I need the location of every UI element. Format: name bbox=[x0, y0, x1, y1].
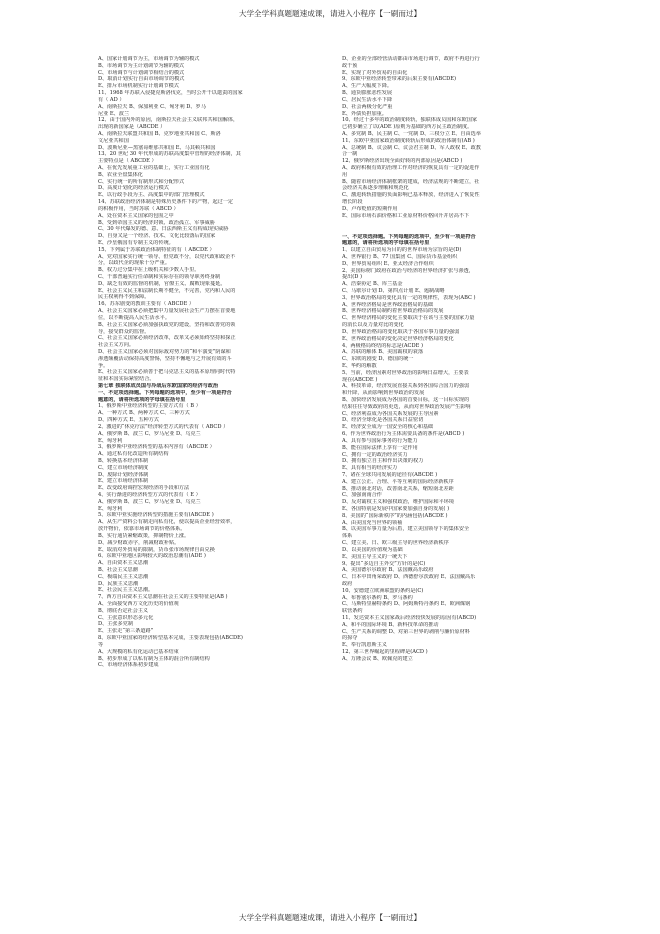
text-line: B、实行通货紧缩政策，抑制物价上涨。 bbox=[98, 532, 190, 539]
text-line: D、社会两极分化严重 bbox=[342, 103, 393, 110]
blank-line bbox=[342, 220, 585, 227]
text-line: E、匈牙利 bbox=[98, 437, 123, 444]
text-line: 1、以建立自由贸易为目的的世界市场为宗旨的是(D) bbox=[342, 247, 462, 254]
text-line: E、沙皇俄国有专制主义的传统。 bbox=[98, 239, 174, 246]
text-line: E、取消对外贸易的限制，货币张市场规律自由兑换 bbox=[98, 546, 215, 553]
text-line: 6、作为世界政治行为主体需要具备的条件是(ABCD ) bbox=[342, 431, 465, 438]
text-line: C、市场经济体系初步建成 bbox=[98, 662, 159, 669]
text-line: 政府 bbox=[342, 580, 353, 587]
text-line: C、居民生活水平下降 bbox=[342, 96, 393, 103]
text-line: B、农业全盘集体化 bbox=[98, 171, 143, 178]
text-line: B、世界经济格局制约着世界政治格局的发展 bbox=[342, 308, 444, 315]
text-line: C、激进转轨措施的负面影响已基本释放，经济进入了恢复性 bbox=[342, 192, 480, 199]
text-line: B、市场调节为主计划调节为辅的模式 bbox=[98, 62, 185, 69]
text-line: E、建立市场经济体制 bbox=[98, 478, 149, 485]
text-line: 等 bbox=[98, 641, 104, 648]
text-line: B、通货膨胀恶性发展 bbox=[342, 90, 393, 97]
text-line: E、社会民主主义思潮。 bbox=[98, 587, 154, 594]
text-line: D、拥有独立自主和作出决策的权力 bbox=[342, 458, 424, 465]
text-line: D、波斯尼亚—黑塞哥维那共和国 E、马其顿共和国 bbox=[98, 144, 216, 151]
text-line: A、自由资本主义思潮 bbox=[98, 560, 148, 567]
text-line: 已初步确立了以(ADE )原则为基础的西方民主政治制度。 bbox=[342, 124, 473, 131]
text-line: 8、美国的“国际新秩序”的内涵包括(ABCDE ) bbox=[342, 512, 448, 519]
text-line: E、主张走“第三条道路” bbox=[98, 628, 154, 635]
text-line: 4、两极格局终结的标志是(ACDE ) bbox=[342, 342, 423, 349]
text-line: A、南斯拉夫 B、保加利亚 C、匈牙利 D、罗马 bbox=[98, 103, 206, 110]
text-line: D、社会主义国家必须对国际敌对势力的“和平演变”阴谋和 bbox=[98, 348, 231, 355]
text-line: A、一种方式 B、两种方式 C、三种方式 bbox=[98, 410, 190, 417]
text-line: B、权力过分集中在上级机关和少数人手里。 bbox=[98, 267, 200, 274]
text-line: C、建立市场经济制度 bbox=[98, 464, 149, 471]
text-line: A、俄罗斯 B、波兰 C、罗马尼亚 D、乌克兰 bbox=[98, 430, 201, 437]
text-line: D、自身又是一个经济、技术、文化比较落后的国家 bbox=[98, 233, 216, 240]
section-heading-line: 一、不定项选择题。下列每题的选项中，至少有一项是符合 bbox=[98, 389, 232, 396]
text-line: 体系 bbox=[342, 533, 353, 540]
text-line: B、转换基本经济体制 bbox=[98, 457, 149, 464]
text-line: B、以美国军事力量为后盾，建立美国领导下的集体安全 bbox=[342, 526, 470, 533]
text-line: A、政府积极有效的治理工作对经济的恢复具有一定的促进作 bbox=[342, 165, 480, 171]
text-line: A、俄罗斯 B、波兰 C、罗马尼亚 D、乌克兰 bbox=[98, 498, 201, 505]
text-line: C、市场调节与计划调节相结合的模式 bbox=[98, 69, 185, 76]
text-line: 2、激进的“休克疗法”经济转型方式的代表有（ ABCD ） bbox=[98, 423, 229, 430]
text-line: 2、美国标榜门政府在政治与经济的世界经济扩张与渗透， bbox=[342, 267, 474, 274]
text-line: 争。 bbox=[98, 362, 109, 369]
text-line: 联营条约 bbox=[342, 608, 363, 615]
text-line: D、民族主义思潮 bbox=[98, 580, 139, 587]
text-line: 主要特点是（ ABCDE ） bbox=[98, 158, 157, 165]
text-line: A、在优先发展重工业的基础上，实行工业国有化 bbox=[98, 165, 210, 171]
text-line: A、南斯拉夫联盟共和国 B、克罗地亚共和国 C、斯洛 bbox=[98, 130, 221, 137]
text-line: 政干预 bbox=[342, 62, 358, 69]
text-line: E、实现了对外贸易的自由化 bbox=[342, 69, 408, 76]
text-line: 文尼亚共和国 bbox=[98, 137, 129, 144]
text-line: 用 bbox=[342, 171, 348, 178]
text-line: E、社会主义民主和法制长期不健全，不完善，党内和人民的 bbox=[98, 287, 236, 294]
text-line: 4、实行渐进的经济转型方式的代表有（ E ） bbox=[98, 492, 201, 498]
text-line: C、生产关系的调整 D、对第三世界的剥削与廉价原材料 bbox=[342, 628, 470, 635]
text-line: A、世界银行 B、77 国集团 C、国际货币基金组织 bbox=[342, 253, 458, 260]
text-line: B、初步形成了以私有制为主体的混合所有制结构 bbox=[98, 655, 210, 662]
text-line: C、干部普遍实行任命制和实际存在的领导职务终身制 bbox=[98, 274, 221, 280]
text-line: A、党对国家实行统一领导、但党政不分，以党代政和政企不 bbox=[98, 253, 236, 260]
text-line: 10、经过十多年的政治制度转轨，独联体成员国和东欧国家 bbox=[342, 117, 478, 124]
text-line: B、能在国际法律上享有一定作用 bbox=[342, 444, 418, 451]
text-line: 分，以政代企的现象十分严重。 bbox=[98, 260, 170, 267]
text-line: D、高度计划化的经济运行模式 bbox=[98, 185, 169, 192]
text-line: A、苏联的解体 B、美国霸权的衰落 bbox=[342, 349, 424, 356]
text-line: 13、20 世纪 30 年代形成的苏联高度集中管理的经济体制，其 bbox=[98, 151, 241, 158]
section-heading-line: 题意的，请将所选项的字母填在括号里 bbox=[342, 240, 430, 247]
text-line: 9、提出“多边自主外交”方针的是(C) bbox=[342, 560, 426, 567]
text-line: 3、世界政治格局的变化具有一定的规律性，表现为(ABC ) bbox=[342, 294, 476, 301]
text-line: A、由美国充当世界的领袖 bbox=[342, 519, 403, 526]
text-line: 合一制 bbox=[342, 151, 358, 158]
text-line: B、加快经济发展成为各国的首要目标，这一目标实现的 bbox=[342, 397, 470, 403]
text-line: D、缺乏有效的监督的机制，官僚主义、腐败现象蔓延。 bbox=[98, 280, 226, 287]
text-line: D、世界贸易组织 E、亚太经济合作组织 bbox=[342, 260, 434, 267]
text-line: D、经济全球化是各国关系日益密切 bbox=[342, 417, 424, 424]
section-heading-line: 一、不定项选择题。下列每题的选项中，至少有一项是符合 bbox=[342, 233, 476, 240]
text-line: A、从生产资料公有制走向私有化，使以提高企业经营效率， bbox=[98, 519, 236, 526]
text-line: C、实行统一的所有制形式和分配形式 bbox=[98, 178, 185, 185]
text-line: A、总统制 B、议会制 C、议会君主制 D、军人政权 E、政教 bbox=[342, 144, 481, 151]
blank-line bbox=[342, 227, 585, 234]
text-line: E、外债负担加重。 bbox=[342, 110, 387, 117]
text-line: A、建立公正、合理、平等互利的国际经济新秩序 bbox=[342, 478, 454, 485]
text-line: 15、下列属于苏联政治体制特征的有（ ABCDE ） bbox=[98, 246, 215, 253]
left-column bbox=[98, 56, 341, 669]
text-line: D、以美国的价值观为基础 bbox=[342, 546, 403, 553]
text-line: A、国家计划调节为主，市场调节为辅的模式 bbox=[98, 56, 200, 62]
text-line: E、改变政府调控宏观经济的手段和方法 bbox=[98, 485, 190, 492]
text-line: A、美国德尔尔政府 B、法国戴高乐政府 bbox=[342, 567, 434, 574]
text-line: C、马歇尔计划 D、第四点计划 E、遏制战略 bbox=[342, 288, 445, 294]
text-line: C、社会主义国家必须经济改革，改革又必须始终坚持和探正 bbox=[98, 335, 236, 342]
text-line: 征和本国实际紧密结合。 bbox=[98, 376, 155, 383]
text-line: 12、第三世界崛起的里程碑是(ACD ) bbox=[342, 649, 428, 656]
text-line: A、生产大幅度下降。 bbox=[342, 83, 392, 90]
text-line: 7、诸在全球共同发展的途径有(ABCDE ) bbox=[342, 471, 438, 478]
text-line: 民主权利得不到保障。 bbox=[98, 294, 150, 301]
text-line: 和升降，从而影响到世界政治的发展 bbox=[342, 390, 425, 397]
text-line: 的积极作用，当时苏联（ ABCD ） bbox=[98, 205, 179, 212]
text-line: A、浩秦协定 B、库兰基金 bbox=[342, 281, 403, 288]
text-line: A、科技革命，经济发展直接关系到各国综合国力的强弱 bbox=[342, 383, 470, 390]
text-line: 现在(ABCDE ) bbox=[342, 376, 378, 383]
text-line: E、国际市场石油价格和工业原材料价格回升并居高不下 bbox=[342, 212, 470, 219]
text-line: C、建立美、日、欧三级主导的世界经济新秩序 bbox=[342, 540, 449, 547]
text-line: D、取消计划实行自由市场调节的模式 bbox=[98, 76, 185, 83]
text-line: A、具有参与国际事务的行为能力 bbox=[342, 437, 418, 444]
text-line: B、彻底否定社会主义 bbox=[98, 607, 149, 614]
text-line: 16、苏东剧变的教训主要有（ ABCDE ） bbox=[98, 301, 195, 308]
text-line: 导，接受群众的监督。 bbox=[98, 328, 150, 335]
text-line: 尼亚 E、波兰 bbox=[98, 110, 130, 117]
text-line: 11、东欧中亚国家政治制度转轨后形成的政治体制有(AB ) bbox=[342, 137, 475, 144]
section-heading-line: 题意的，请将所选项的字母填在括号里 bbox=[98, 396, 186, 403]
text-line: D、废除计划经济体制 bbox=[98, 471, 149, 478]
text-line: E、排斥市场机制实行计划调节模式 bbox=[98, 83, 179, 90]
text-line: 有（ AD ） bbox=[98, 96, 125, 103]
text-line: 放开物价，依靠市场调节的价格体系。 bbox=[98, 526, 186, 533]
text-line: D、四种方式 E、五种方式 bbox=[98, 417, 159, 424]
text-line: C、主张意识形态多元化 bbox=[98, 614, 154, 621]
text-line: E、具有相当的经济实力 bbox=[342, 465, 398, 472]
text-line: 6、东欧中亚地区影响较大的政治思潮有(ADE ) bbox=[98, 553, 206, 560]
text-line: A、和平的国际环境 B、新科技革命的推动 bbox=[342, 621, 439, 628]
text-line: C、东欧的剧变 D、德国的统一 bbox=[342, 356, 414, 363]
text-line: D、世界政治格局的变化取决于各国军事力量的强弱 bbox=[342, 328, 460, 335]
text-line: 8、东欧中亚国家的经济转型基本完成，主要表现包括(ABCDE) bbox=[98, 635, 243, 642]
text-line: C、30 年代爆发的德、意、日法西斯主义有构成现实威胁 bbox=[98, 226, 229, 233]
text-line: 5、东欧中亚实施经济转型的措施主要有(ABCDE ) bbox=[98, 512, 214, 519]
text-line: 结果往往导致政府的更迭，从而对世界政治发展产生影响 bbox=[342, 403, 471, 410]
right-column bbox=[342, 56, 585, 663]
text-line: 提出(D ) bbox=[342, 274, 363, 281]
text-line: 社会主义方向。 bbox=[98, 342, 134, 349]
text-line: E、以行政手段为主、高度集中的部门管理模式 bbox=[98, 192, 205, 199]
text-line: D、反对霸权主义和强权政治，维护国际和平环境 bbox=[342, 499, 455, 506]
text-line: A、通过私有化改造所有制结构 bbox=[98, 451, 169, 458]
text-line: C、经济利益成为各国关系发展的主导因素 bbox=[342, 410, 439, 417]
text-line: D、主张多党制 bbox=[98, 621, 133, 628]
text-line: A、全面接受西方文化历史的价值观 bbox=[98, 601, 179, 607]
text-line: E、奉行凯恩斯主义 bbox=[342, 642, 387, 649]
text-line: 5、当前，经济因素对世界政治的影响日益增大，主要表 bbox=[342, 369, 469, 376]
text-line: 11、发达资本主义国家战后经济较快发展的原因有(ABCD) bbox=[342, 615, 477, 621]
text-line: C、日本中田角荣政府 D、西德舒尔茨政府 E、法国戴高乐 bbox=[342, 574, 476, 581]
text-line: C、马斯特里赫特条约 D、阿姆斯特丹条约 E、欧洲煤钢 bbox=[342, 601, 471, 608]
text-line: 1、俄罗斯中亚经济转型的主要方式有（ B ） bbox=[98, 403, 201, 410]
section-heading-line: 第七章 独联体成员国与冷战后东欧国家的经济与政治 bbox=[98, 383, 219, 389]
text-line: D、减少财政赤字，削减财政补贴。 bbox=[98, 539, 180, 546]
text-line: A、多党制 B、民主制 C、一党制 D、三权分立 E、自由选举 bbox=[342, 130, 481, 137]
text-line: A、大规模的私有化运动已基本结束 bbox=[98, 648, 179, 655]
text-line: C、世界经济格局的变化主要取决于在该与主要的国家力量 bbox=[342, 315, 475, 322]
text-line: C、极端民主主义思潮 bbox=[98, 573, 149, 580]
text-line: E、世界政治格局的变化决定世界经济格局的变化 bbox=[342, 335, 454, 342]
text-line: A、世界经济格局是世界政治格局的基础 bbox=[342, 301, 434, 308]
text-line: B、社会主义思潮 bbox=[98, 566, 138, 573]
text-line: 12、俄罗斯经济出现全面好转的内部原因是(ABCD ) bbox=[342, 158, 463, 165]
text-line: 位，以不断提高人民生活水平。 bbox=[98, 314, 170, 321]
text-line: C、拥有一定的政治经济实力 bbox=[342, 451, 408, 458]
text-line: E、华约的解散 bbox=[342, 362, 377, 369]
text-line: B、受到帝国主义的经济封锁、政治孤立、军事威胁 bbox=[98, 219, 215, 226]
text-line: 的消长以及力量对比的变化 bbox=[342, 322, 404, 329]
text-line: 14、苏联政治经济体制是特殊历史条件下的产物，起过一定 bbox=[98, 199, 234, 206]
text-line: 3、俄罗斯中亚经济转型的基本内容有（ABCDE ） bbox=[98, 444, 215, 451]
page-footer: 大学全学科真题题速成课，请进入小程序【一刷而过】 bbox=[238, 913, 422, 922]
text-line: E、社会主义国家必须善于把马克思主义的基本原理同时代特 bbox=[98, 369, 236, 376]
text-line: D、企业的全部经营活动都由市场进行调节，政府不再进行行 bbox=[342, 56, 480, 62]
text-line: D、卢布贬值的短期作用 bbox=[342, 205, 398, 212]
text-line: A、万隆会议 B、欧佩克的建立 bbox=[342, 655, 413, 662]
text-line: B、随着市场经济体制框架的建成，经济法规的不断建立，社 bbox=[342, 178, 480, 185]
text-line: 7、西方自由资本主义思潮在社会主义的主要特征是(AB ) bbox=[98, 594, 228, 601]
text-line: 11、1968 年苏联入侵捷克斯洛伐克，当时公开干以遣责的国家 bbox=[98, 90, 243, 97]
text-line: 10、安德建立欧洲联盟的条约是(C) bbox=[342, 587, 424, 594]
text-line: 9、东欧中亚经济转型带来的后果主要有(ABCDE) bbox=[342, 76, 457, 83]
text-line: B、推动南北对话，改善南北关系，缩短南北差距 bbox=[342, 485, 454, 492]
text-line: E、匈牙利 bbox=[98, 505, 123, 512]
text-line: A、布鲁塞尔条约 B、罗马条约 bbox=[342, 594, 413, 601]
text-line: 渗透颠覆活动保持高度警惕，坚持不懈地与之开展有效的斗 bbox=[98, 355, 232, 362]
text-line: 会经济关系逐步理顺和规范化 bbox=[342, 185, 409, 192]
text-line: E、各国特别是发展中国家要加强自身的发展( ) bbox=[342, 506, 450, 512]
text-line: E、美国主导主义的一统天下 bbox=[342, 553, 408, 560]
text-line: 12、由于国内外的原因，南斯拉夫社会主义联邦共和国解体， bbox=[98, 117, 239, 124]
text-line: A、处在资本主义国家的包围之中 bbox=[98, 212, 174, 219]
text-line: A、社会主义国家必须把集中力量发展社会生产力摆在首要地 bbox=[98, 308, 236, 315]
text-line: B、社会主义国家必须加强执政党的建设，坚持和改善党的领 bbox=[98, 321, 236, 328]
text-line: C、加强南南合作 bbox=[342, 492, 382, 499]
text-line: 出现的新国家是（ABCDE ） bbox=[98, 124, 166, 131]
text-line: E、经济安全成为一国安全的核心和基础 bbox=[342, 424, 434, 431]
text-line: 的掠夺 bbox=[342, 635, 358, 642]
text-line: 增长阶段 bbox=[342, 199, 363, 206]
page-header: 大学全学科真题题速成课，请进入小程序【一刷而过】 bbox=[238, 9, 422, 18]
